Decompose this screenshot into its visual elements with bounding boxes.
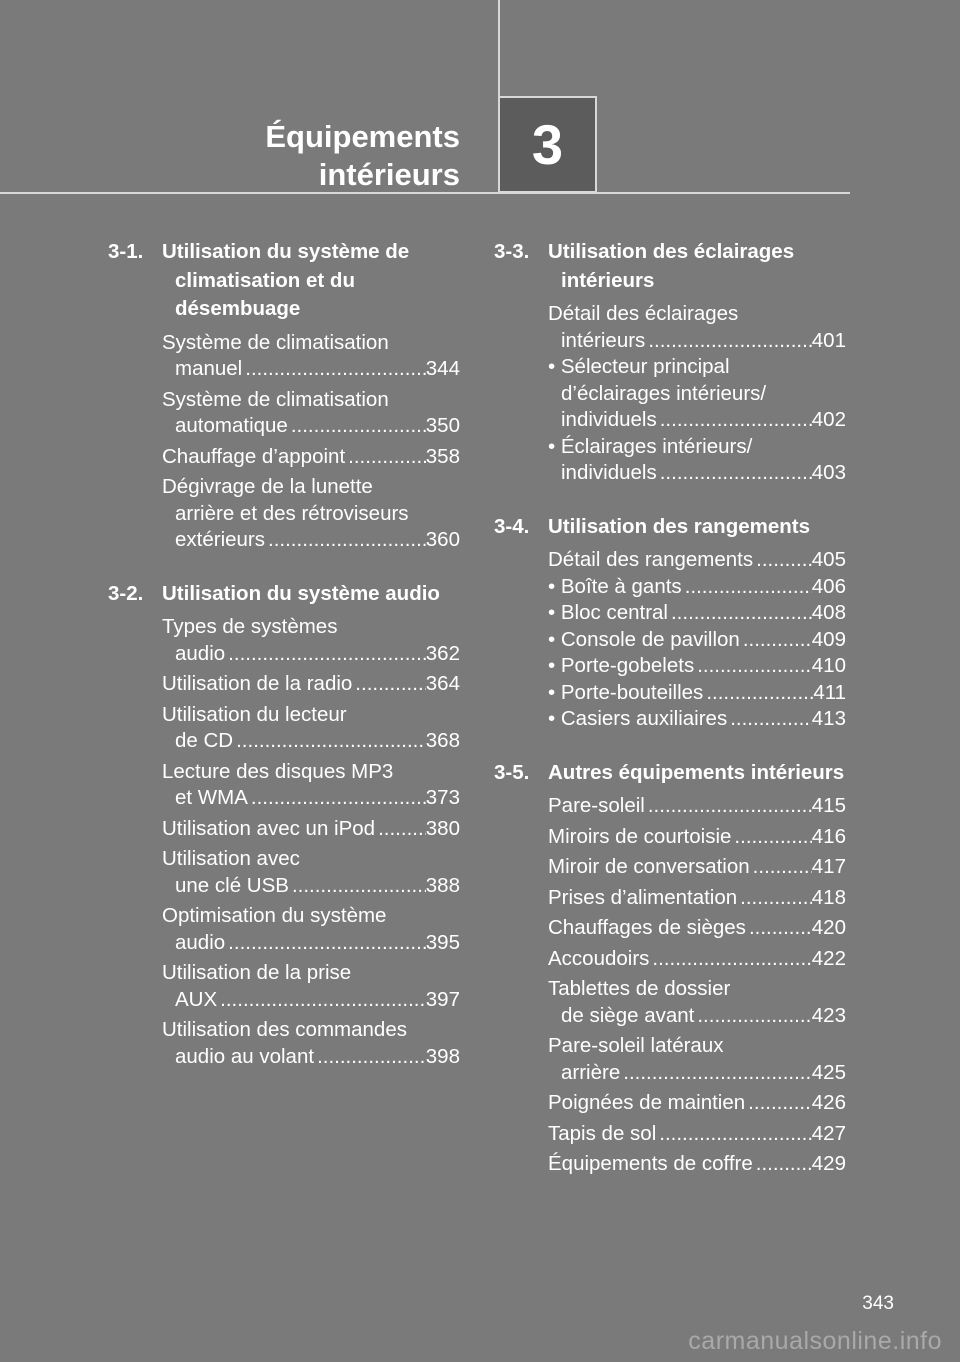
- toc-entry[interactable]: [162, 474, 460, 554]
- entry-text-line: • Console de pavillon: [548, 627, 740, 651]
- entry-page-number: 418: [811, 885, 846, 909]
- entry-page-number: 410: [811, 654, 846, 677]
- toc-entry[interactable]: [548, 946, 846, 973]
- entry-text-line: • Porte-bouteilles: [548, 680, 704, 704]
- entry-row: [548, 1121, 846, 1148]
- entry-page-number: 373: [425, 786, 460, 809]
- entry-page-number: 395: [425, 930, 460, 954]
- entry-text-line: une clé USB: [175, 873, 289, 897]
- toc-entry[interactable]: [162, 702, 460, 755]
- section-title: Utilisation des éclairages intérieurs: [548, 240, 795, 292]
- entry-page-number: 402: [811, 408, 846, 431]
- entry-row: [548, 407, 846, 434]
- dot-leader: [745, 1090, 812, 1117]
- toc-entry[interactable]: [162, 903, 460, 956]
- toc-section: [494, 238, 846, 487]
- entry-text-line: Utilisation avec: [162, 847, 300, 870]
- toc-column-left: [108, 238, 460, 1096]
- entry-text-line: intérieurs: [561, 328, 646, 352]
- toc-entry[interactable]: [548, 976, 846, 1029]
- entry-page-number: 388: [425, 873, 460, 897]
- toc-column-right: [494, 238, 846, 1204]
- entry-row: [548, 793, 846, 820]
- chapter-number: 3: [531, 113, 564, 176]
- entry-text-line: automatique: [175, 414, 288, 437]
- entry-text-line: Optimisation du système: [162, 904, 387, 927]
- toc-entry[interactable]: [548, 301, 846, 354]
- entry-row: [162, 527, 460, 554]
- toc-entry[interactable]: [548, 824, 846, 851]
- dot-leader: [753, 547, 812, 574]
- entry-row: [548, 824, 846, 851]
- dot-leader: [225, 641, 426, 668]
- dot-leader: [753, 1151, 812, 1178]
- entry-page-number: 403: [811, 461, 846, 484]
- entry-row: [548, 706, 846, 733]
- section-title: Utilisation des rangements: [548, 514, 811, 538]
- entry-page-number: 364: [425, 672, 460, 695]
- entry-row: [162, 728, 460, 755]
- toc-entry[interactable]: [548, 706, 846, 733]
- dot-leader: [645, 793, 812, 820]
- toc-entry[interactable]: [162, 387, 460, 440]
- dot-leader: [233, 728, 426, 755]
- entry-row: [548, 627, 846, 654]
- watermark: carmanualsonline.info: [688, 1327, 942, 1355]
- entry-text-line: Poignées de maintien: [548, 1091, 746, 1114]
- entry-text-line: Types de systèmes: [162, 615, 338, 638]
- toc-entry[interactable]: [548, 793, 846, 820]
- entry-row: [548, 946, 846, 973]
- entry-row: [548, 915, 846, 942]
- dot-leader: [694, 653, 812, 680]
- toc-section: [494, 513, 846, 733]
- toc-entry[interactable]: [548, 1121, 846, 1148]
- toc-entry[interactable]: [162, 614, 460, 667]
- entry-page-number: 427: [811, 1121, 846, 1145]
- entry-row: [162, 816, 460, 843]
- dot-leader: [694, 1003, 811, 1030]
- entry-text-line: Miroir de conversation: [548, 855, 750, 878]
- toc-entry[interactable]: [548, 547, 846, 574]
- dot-leader: [657, 407, 812, 434]
- entry-row: [548, 328, 846, 355]
- section-number: 3-5.: [494, 760, 530, 784]
- entry-row: [548, 460, 846, 487]
- entry-text-line: • Sélecteur principal: [548, 355, 730, 378]
- entry-text-line: et WMA: [175, 786, 248, 809]
- dot-leader: [731, 824, 811, 851]
- entry-text-line: Utilisation de la prise: [162, 961, 352, 984]
- entry-row: [162, 873, 460, 900]
- entry-list: [108, 330, 460, 554]
- toc-section: [494, 759, 846, 1178]
- entry-row: [162, 413, 460, 440]
- entry-page-number: 429: [811, 1152, 846, 1175]
- dot-leader: [668, 600, 812, 627]
- toc-entry[interactable]: [548, 627, 846, 654]
- section-number: 3-2.: [108, 581, 144, 605]
- dot-leader: [649, 946, 811, 973]
- entry-text-line: audio: [175, 930, 226, 954]
- section-heading[interactable]: [108, 238, 460, 324]
- entry-text-line: extérieurs: [175, 528, 266, 551]
- toc-entry[interactable]: [548, 434, 846, 487]
- dot-leader: [289, 873, 426, 900]
- entry-page-number: 425: [811, 1060, 846, 1084]
- section-title: Autres équipements intérieurs: [548, 760, 845, 784]
- chapter-number-tab: [498, 96, 597, 193]
- entry-list: [494, 301, 846, 487]
- toc-entry[interactable]: [548, 915, 846, 942]
- entry-text-line: • Porte-gobelets: [548, 654, 695, 677]
- toc-entry[interactable]: [162, 1017, 460, 1070]
- entry-page-number: 422: [811, 946, 846, 970]
- toc-entry[interactable]: [162, 759, 460, 812]
- entry-text-line: Détail des rangements: [548, 548, 754, 571]
- entry-row: [548, 680, 846, 707]
- entry-row: [162, 987, 460, 1014]
- entry-page-number: 362: [425, 641, 460, 665]
- entry-page-number: 397: [425, 987, 460, 1011]
- dot-leader: [657, 460, 812, 487]
- entry-row: [162, 671, 460, 698]
- section-heading[interactable]: [494, 513, 846, 542]
- chapter-title-line-1: Équipements: [265, 119, 460, 154]
- toc-entry[interactable]: [162, 846, 460, 899]
- entry-text-line: Accoudoirs: [548, 946, 650, 970]
- entry-text-line: Système de climatisation: [162, 387, 389, 411]
- entry-text-line: AUX: [175, 987, 218, 1011]
- entry-text-line: • Boîte à gants: [548, 574, 682, 598]
- dot-leader: [288, 413, 426, 440]
- entry-text-line: • Bloc central: [548, 601, 668, 624]
- section-heading[interactable]: [108, 580, 460, 609]
- dot-leader: [750, 854, 812, 881]
- section-heading[interactable]: [494, 759, 846, 788]
- entry-text-line: audio: [175, 641, 226, 665]
- entry-list: [108, 614, 460, 1070]
- dot-leader: [265, 527, 426, 554]
- entry-page-number: 344: [425, 357, 460, 380]
- entry-page-number: 380: [425, 816, 460, 840]
- entry-text-line: Pare-soleil: [548, 794, 645, 817]
- entry-row: [548, 600, 846, 627]
- entry-text-line: Utilisation du lecteur: [162, 702, 347, 726]
- toc-entry[interactable]: [548, 1090, 846, 1117]
- entry-text-line: Détail des éclairages: [548, 302, 739, 325]
- entry-page-number: 413: [811, 707, 846, 730]
- entry-row: [162, 444, 460, 471]
- toc-entry[interactable]: [162, 960, 460, 1013]
- entry-text-line: Pare-soleil latéraux: [548, 1034, 724, 1057]
- dot-leader: [746, 915, 812, 942]
- entry-text-line: Chauffages de sièges: [548, 916, 746, 939]
- toc-entry[interactable]: [162, 330, 460, 383]
- entry-text-line: Tapis de sol: [548, 1121, 657, 1145]
- entry-text-line: Système de climatisation: [162, 330, 389, 354]
- dot-leader: [737, 885, 812, 912]
- dot-leader: [727, 706, 812, 733]
- section-number: 3-1.: [108, 240, 144, 263]
- entry-text-line: de CD: [175, 729, 234, 752]
- chapter-title-line-2: intérieurs: [318, 157, 460, 192]
- entry-row: [548, 1090, 846, 1117]
- entry-page-number: 368: [425, 729, 460, 752]
- toc-entry[interactable]: [548, 600, 846, 627]
- dot-leader: [242, 356, 426, 383]
- entry-row: [162, 785, 460, 812]
- entry-row: [548, 1060, 846, 1087]
- entry-text-line: arrière et des rétroviseurs: [175, 501, 409, 525]
- entry-page-number: 415: [811, 794, 846, 817]
- toc-entry[interactable]: [548, 354, 846, 434]
- entry-page-number: 398: [425, 1044, 460, 1068]
- entry-text-line: d’éclairages intérieurs/: [561, 381, 767, 405]
- dot-leader: [703, 680, 813, 707]
- entry-text-line: Prises d’alimentation: [548, 885, 738, 909]
- entry-page-number: 416: [811, 824, 846, 848]
- entry-row: [548, 547, 846, 574]
- dot-leader: [645, 328, 811, 355]
- entry-page-number: 360: [425, 528, 460, 551]
- entry-row: [548, 885, 846, 912]
- entry-page-number: 426: [811, 1091, 846, 1114]
- entry-row: [162, 641, 460, 668]
- dot-leader: [345, 444, 426, 471]
- section-heading[interactable]: [494, 238, 846, 295]
- toc-entry[interactable]: [548, 854, 846, 881]
- dot-leader: [740, 627, 812, 654]
- toc-entry[interactable]: [548, 680, 846, 707]
- toc-entry[interactable]: [548, 885, 846, 912]
- entry-text-line: Chauffage d’appoint: [162, 444, 346, 468]
- entry-text-line: • Casiers auxiliaires: [548, 707, 728, 730]
- dot-leader: [352, 671, 425, 698]
- entry-page-number: 358: [425, 444, 460, 468]
- entry-page-number: 417: [811, 855, 846, 878]
- entry-row: [162, 356, 460, 383]
- section-number: 3-3.: [494, 240, 530, 263]
- page-number: 343: [862, 1293, 894, 1314]
- entry-text-line: Utilisation avec un iPod: [162, 816, 376, 840]
- dot-leader: [314, 1044, 426, 1071]
- entry-page-number: 411: [813, 680, 846, 704]
- toc-entry[interactable]: [548, 653, 846, 680]
- entry-text-line: Utilisation des commandes: [162, 1018, 407, 1041]
- section-title: Utilisation du système de climatisation et du désembuage: [162, 240, 410, 320]
- entry-row: [548, 854, 846, 881]
- entry-row: [162, 930, 460, 957]
- entry-page-number: 350: [425, 414, 460, 437]
- dot-leader: [682, 574, 812, 601]
- entry-text-line: • Éclairages intérieurs/: [548, 434, 753, 458]
- entry-list: [494, 547, 846, 733]
- entry-text-line: de siège avant: [561, 1003, 695, 1027]
- entry-row: [548, 653, 846, 680]
- dot-leader: [620, 1060, 812, 1087]
- entry-text-line: Tablettes de dossier: [548, 977, 731, 1000]
- dot-leader: [248, 785, 426, 812]
- dot-leader: [225, 930, 426, 957]
- entry-row: [548, 1151, 846, 1178]
- entry-row: [548, 574, 846, 601]
- entry-text-line: Équipements de coffre: [548, 1152, 753, 1175]
- entry-page-number: 408: [811, 601, 846, 624]
- entry-text-line: individuels: [561, 461, 657, 484]
- header-vertical-rule: [498, 0, 500, 97]
- toc-entry[interactable]: [162, 671, 460, 698]
- entry-page-number: 423: [811, 1003, 846, 1027]
- entry-row: [162, 1044, 460, 1071]
- entry-page-number: 401: [811, 328, 846, 352]
- toc-entry[interactable]: [548, 574, 846, 601]
- chapter-title: [265, 118, 460, 194]
- toc-entry[interactable]: [548, 1033, 846, 1086]
- entry-text-line: Lecture des disques MP3: [162, 759, 394, 783]
- entry-page-number: 406: [811, 574, 846, 598]
- entry-text-line: manuel: [175, 357, 243, 380]
- dot-leader: [375, 816, 426, 843]
- toc-entry[interactable]: [162, 816, 460, 843]
- toc-entry[interactable]: [548, 1151, 846, 1178]
- section-title: Utilisation du système audio: [162, 581, 440, 605]
- toc-section: [108, 580, 460, 1071]
- entry-text-line: Miroirs de courtoisie: [548, 824, 732, 848]
- entry-page-number: 420: [811, 916, 846, 939]
- entry-text-line: individuels: [561, 408, 657, 431]
- toc-entry[interactable]: [162, 444, 460, 471]
- toc-section: [108, 238, 460, 554]
- entry-text-line: Utilisation de la radio: [162, 672, 353, 695]
- entry-list: [494, 793, 846, 1178]
- entry-page-number: 405: [811, 548, 846, 571]
- entry-text-line: audio au volant: [175, 1044, 315, 1068]
- entry-row: [548, 1003, 846, 1030]
- entry-text-line: Dégivrage de la lunette: [162, 475, 373, 498]
- dot-leader: [656, 1121, 812, 1148]
- dot-leader: [217, 987, 426, 1014]
- section-number: 3-4.: [494, 514, 530, 538]
- entry-text-line: arrière: [561, 1060, 621, 1084]
- entry-page-number: 409: [811, 627, 846, 651]
